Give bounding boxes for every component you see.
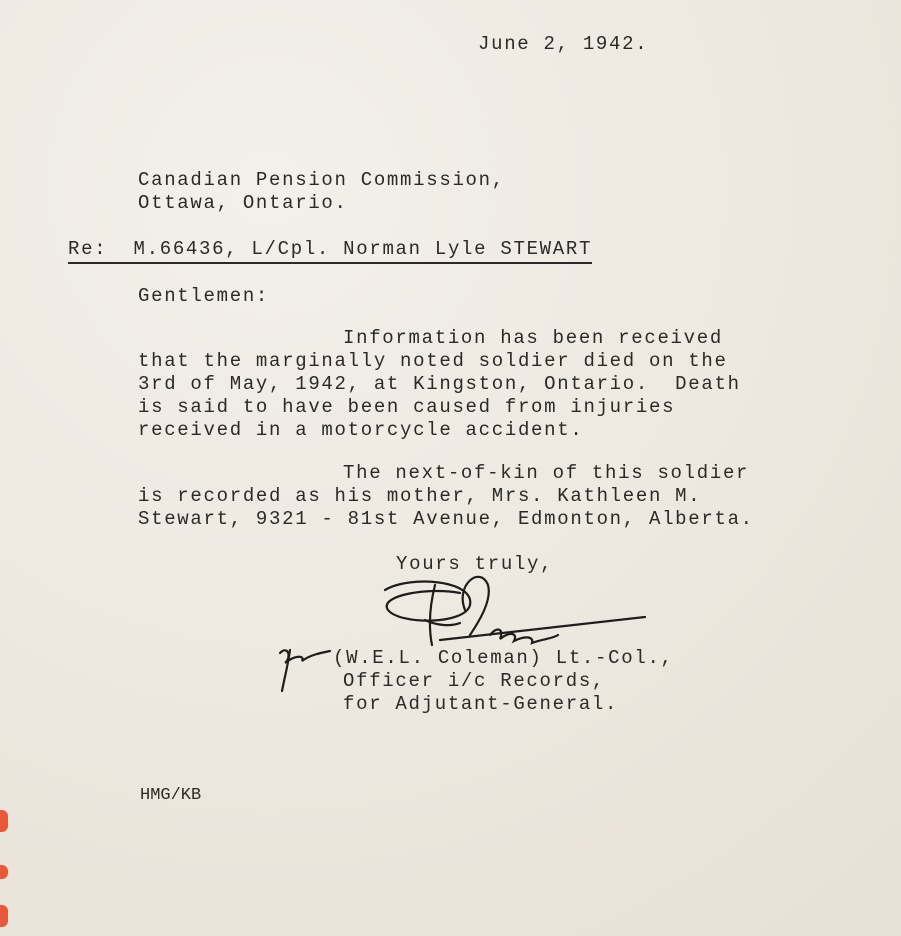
margin-mark xyxy=(0,905,8,927)
paragraph-line: The next-of-kin of this soldier xyxy=(343,462,750,484)
addressee-line: Canadian Pension Commission, xyxy=(138,169,505,191)
paragraph-line: is recorded as his mother, Mrs. Kathleen M. xyxy=(138,485,702,507)
subject-line: Re: M.66436, L/Cpl. Norman Lyle STEWART xyxy=(68,238,592,264)
reference-initials: HMG/KB xyxy=(140,786,202,805)
salutation: Gentlemen: xyxy=(138,285,270,307)
paragraph-line: received in a motorcycle accident. xyxy=(138,419,584,441)
paragraph-line: Stewart, 9321 - 81st Avenue, Edmonton, Alberta. xyxy=(138,508,754,530)
paragraph-line: is said to have been caused from injuries xyxy=(138,396,676,418)
closing: Yours truly, xyxy=(396,553,554,575)
margin-mark xyxy=(0,865,8,879)
paragraph-line: that the marginally noted soldier died on the xyxy=(138,350,728,372)
signature-title-line: for Adjutant-General. xyxy=(343,693,619,715)
signature-title-line: Officer i/c Records, xyxy=(343,670,606,692)
signature-name-line: (W.E.L. Coleman) Lt.-Col., xyxy=(333,647,674,669)
margin-mark xyxy=(0,810,8,832)
paragraph-line: 3rd of May, 1942, at Kingston, Ontario. Death xyxy=(138,373,741,395)
letter-date: June 2, 1942. xyxy=(478,33,649,55)
addressee-line: Ottawa, Ontario. xyxy=(138,192,348,214)
paragraph-line: Information has been received xyxy=(343,327,723,349)
